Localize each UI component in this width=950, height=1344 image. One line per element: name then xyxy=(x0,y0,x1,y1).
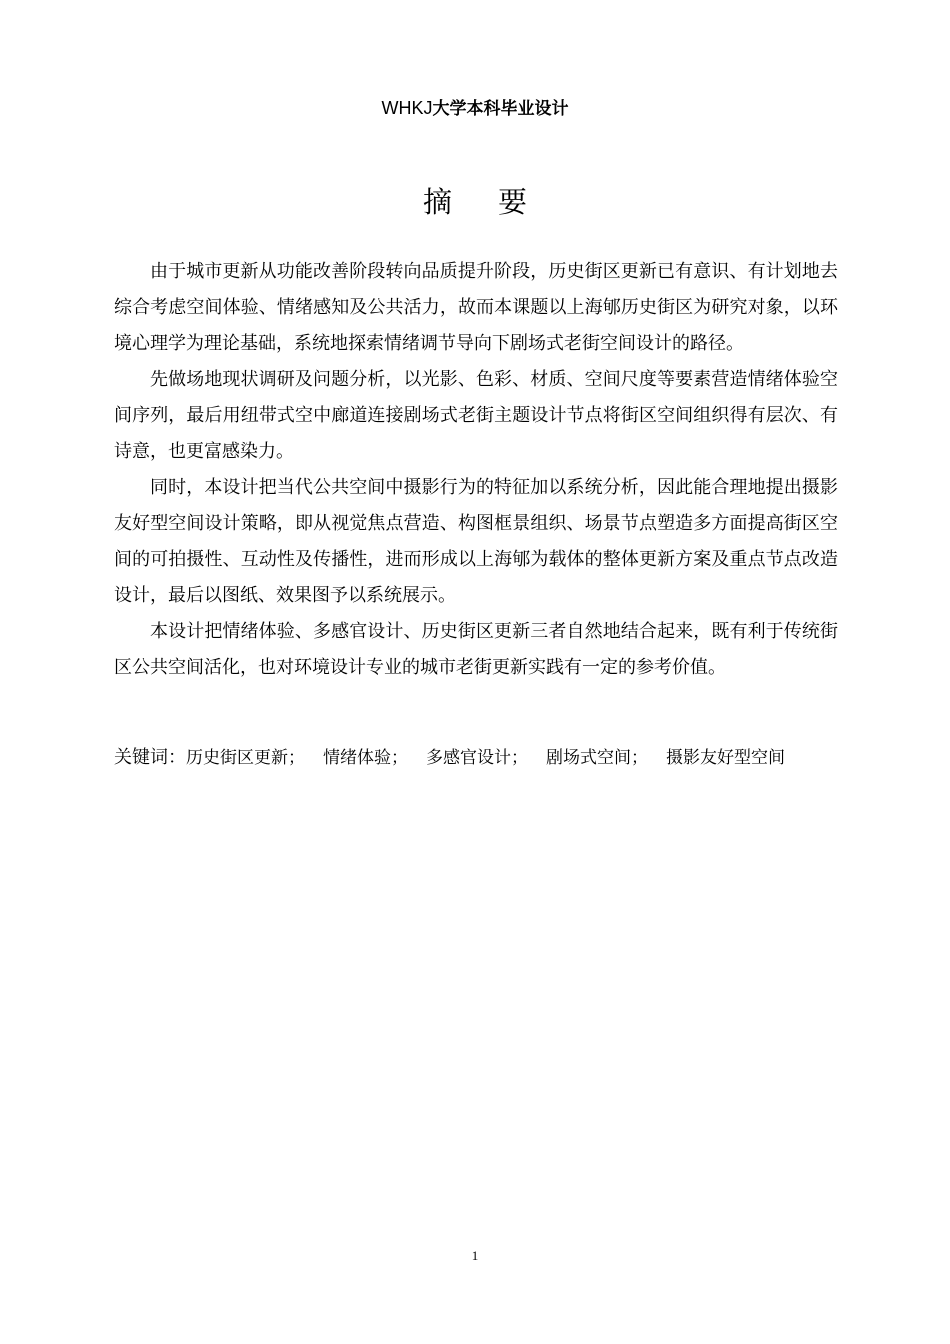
abstract-paragraph-1: 由于城市更新从功能改善阶段转向品质提升阶段，历史街区更新已有意识、有计划地去综合考虑空间体验、情绪感知及公共活力，故而本课题以上海郇历史街区为研究对象，以环境心理学为理论基础，系统地探索情绪调节导向下剧场式老街空间设计的路径。 xyxy=(114,261,838,354)
keyword-item: 历史街区更新； xyxy=(186,748,305,768)
abstract-title: 摘要 xyxy=(422,185,573,219)
keyword-item: 剧场式空间； xyxy=(546,748,648,768)
keywords-line xyxy=(114,740,854,776)
abstract-paragraph-3: 同时，本设计把当代公共空间中摄影行为的特征加以系统分析，因此能合理地提出摄影友好型空间设计策略，即从视觉焦点营造、构图框景组织、场景节点塑造多方面提高街区空间的可拍摄性、互动性及传播性，进而形成以上海郇为载体的整体更新方案及重点节点改造设计，最后以图纸、效果图予以系统展示。 xyxy=(114,477,838,606)
abstract-paragraph-4: 本设计把情绪体验、多感官设计、历史街区更新三者自然地结合起来，既有利于传统街区公共空间活化，也对环境设计专业的城市老街更新实践有一定的参考价值。 xyxy=(114,621,838,678)
running-header xyxy=(0,96,950,121)
keyword-item: 多感官设计； xyxy=(426,748,528,768)
header-school-code: WHKJ xyxy=(381,98,433,118)
page-number: 1 xyxy=(471,1248,479,1263)
keywords-label: 关键词： xyxy=(114,747,186,768)
keyword-item: 摄影友好型空间 xyxy=(666,748,785,768)
abstract-body xyxy=(114,254,838,686)
keyword-item: 情绪体验； xyxy=(323,748,408,768)
header-document-type: 大学本科毕业设计 xyxy=(432,99,569,119)
abstract-paragraph-2: 先做场地现状调研及问题分析，以光影、色彩、材质、空间尺度等要素营造情绪体验空间序列，最后用纽带式空中廊道连接剧场式老街主题设计节点将街区空间组织得有层次、有诗意，也更富感染力。 xyxy=(114,369,838,462)
